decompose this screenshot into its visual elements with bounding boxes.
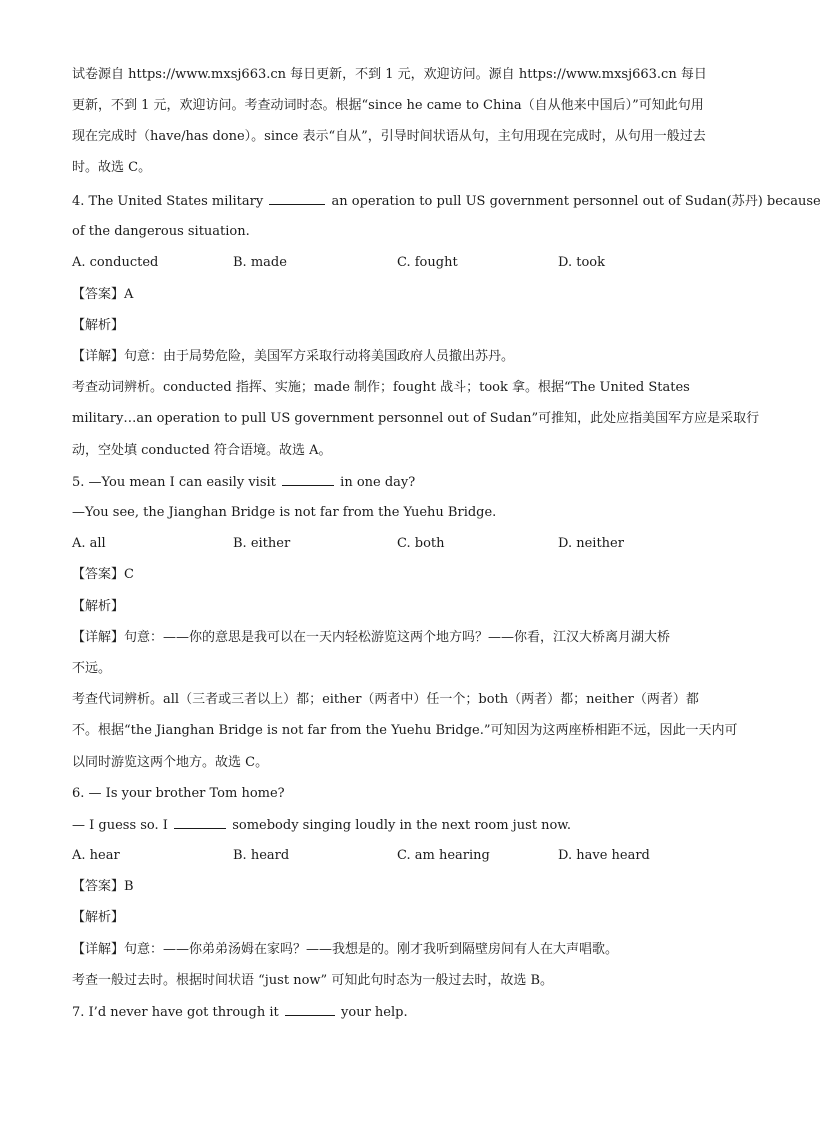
stem-text: I’d never have got through it (88, 1005, 279, 1020)
stem-continuation: —You see, the Jianghan Bridge is not far from the Yuehu Bridge. (72, 505, 497, 520)
option-a: A. all (72, 536, 106, 551)
option-d: D. took (558, 255, 605, 270)
explanation-line: 不。根据“the Jianghan Bridge is not far from the Yuehu Bridge.”可知因为这两座桥相距不远，因此一天内可 (72, 723, 738, 738)
question-number: 6. (72, 786, 85, 801)
question-number: 5. (72, 475, 85, 490)
question-stem (72, 192, 821, 211)
text-line: 试卷源自 https://www.mxsj663.cn 每日更新，不到 1 元，欢迎访问。源自 https://www.mxsj663.cn 每日 (72, 67, 707, 82)
explanation-line: 以同时游览这两个地方。故选 C。 (72, 755, 269, 770)
answer-label: 【答案】C (72, 567, 134, 582)
detail-text: 【详解】句意：由于局势危险，美国军方采取行动将美国政府人员撤出苏丹。 (72, 349, 515, 364)
text-line: 时。故选 C。 (72, 160, 152, 175)
option-a: A. conducted (72, 255, 159, 270)
question-stem (72, 473, 724, 492)
answer-blank (285, 1003, 335, 1016)
stem-text: — Is your brother Tom home? (88, 786, 285, 801)
answer-label: 【答案】A (72, 287, 134, 302)
text-line: 更新，不到 1 元，欢迎访问。考查动词时态。根据“since he came to China（自从他来中国后）”可知此句用 (72, 98, 704, 113)
detail-text: 【详解】句意：——你弟弟汤姆在家吗？——我想是的。刚才我听到隔壁房间有人在大声唱歌。 (72, 942, 619, 957)
stem-text: your help. (341, 1005, 408, 1020)
answer-label: 【答案】B (72, 879, 134, 894)
detail-continuation: 不远。 (72, 661, 112, 676)
option-a: A. hear (72, 848, 120, 863)
question-stem (72, 785, 724, 803)
option-b: B. heard (233, 848, 290, 863)
explanation-line: 考查一般过去时。根据时间状语 “just now” 可知此句时态为一般过去时，故选 B。 (72, 973, 554, 988)
option-c: C. both (397, 536, 445, 551)
question-number: 4. (72, 194, 85, 209)
text-line: 现在完成时（have/has done）。since 表示“自从”，引导时间状语从句，主句用现在完成时，从句用一般过去 (72, 129, 706, 144)
analysis-label: 【解析】 (72, 910, 125, 925)
stem-continuation (72, 816, 724, 835)
stem-text: an operation to pull US government personnel out of Sudan(苏丹) because (331, 194, 821, 209)
stem-text: somebody singing loudly in the next room just now. (232, 818, 572, 833)
question-stem (72, 1003, 724, 1022)
explanation-line: 考查代词辨析。all（三者或三者以上）都；either（两者中）任一个；both（两者）都；neither（两者）都 (72, 692, 699, 707)
option-d: D. neither (558, 536, 624, 551)
stem-text: The United States military (88, 194, 264, 209)
option-b: B. made (233, 255, 287, 270)
stem-text: —You mean I can easily visit (88, 475, 276, 490)
option-d: D. have heard (558, 848, 650, 863)
option-c: C. am hearing (397, 848, 490, 863)
answer-blank (282, 473, 334, 486)
answer-blank (269, 192, 325, 205)
analysis-label: 【解析】 (72, 599, 125, 614)
option-b: B. either (233, 536, 291, 551)
explanation-line: 动，空处填 conducted 符合语境。故选 A。 (72, 443, 332, 458)
stem-text: — I guess so. I (72, 818, 168, 833)
explanation-line: 考查动词辨析。conducted 指挥、实施；made 制作；fought 战斗；took 拿。根据“The United States (72, 380, 690, 395)
answer-blank (174, 816, 226, 829)
detail-text: 【详解】句意：——你的意思是我可以在一天内轻松游览这两个地方吗？——你看，江汉大桥离月湖大桥 (72, 630, 671, 645)
stem-continuation: of the dangerous situation. (72, 224, 250, 239)
option-c: C. fought (397, 255, 458, 270)
explanation-line: military…an operation to pull US government personnel out of Sudan”可推知，此处应指美国军方应是采取行 (72, 411, 760, 426)
analysis-label: 【解析】 (72, 318, 125, 333)
question-number: 7. (72, 1005, 85, 1020)
stem-text: in one day? (340, 475, 416, 490)
